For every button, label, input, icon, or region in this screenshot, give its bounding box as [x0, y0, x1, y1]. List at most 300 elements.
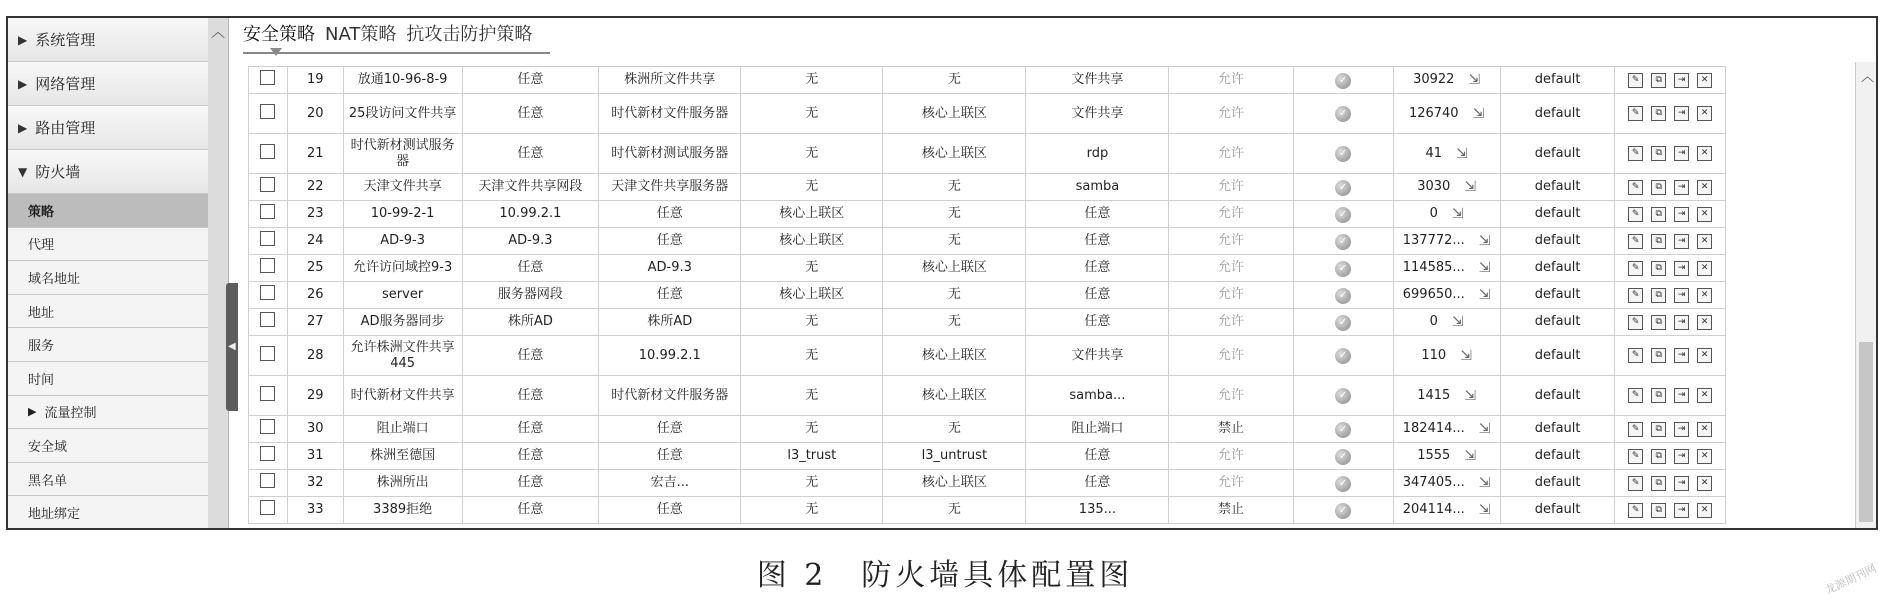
policy-id: 29 — [287, 376, 343, 416]
move-icon[interactable]: ⇥ — [1674, 288, 1689, 303]
service: 任意 — [1026, 201, 1169, 228]
enabled-cell — [1293, 497, 1393, 524]
collapse-sidebar-handle[interactable] — [226, 283, 238, 411]
sidebar-item-2[interactable] — [8, 106, 208, 150]
reset-count-icon[interactable]: ⇲ — [1451, 314, 1464, 330]
delete-icon[interactable]: ✕ — [1697, 348, 1712, 363]
hit-count-wrap — [1397, 388, 1497, 404]
delete-icon[interactable]: ✕ — [1697, 503, 1712, 518]
policy-name: server — [343, 282, 462, 309]
copy-icon[interactable]: ⧉ — [1651, 288, 1666, 303]
profile: default — [1500, 336, 1615, 376]
service: 任意 — [1026, 470, 1169, 497]
copy-icon[interactable]: ⧉ — [1651, 449, 1666, 464]
hit-count: 3030 — [1417, 179, 1451, 194]
edit-icon[interactable]: ✎ — [1628, 388, 1643, 403]
destination-zone: 核心上联区 — [883, 376, 1026, 416]
delete-icon[interactable]: ✕ — [1697, 422, 1712, 437]
profile: default — [1500, 376, 1615, 416]
hit-count: 41 — [1425, 145, 1443, 161]
checkbox-cell — [249, 174, 288, 201]
hit-count: 1555 — [1417, 448, 1451, 463]
enabled-cell — [1293, 201, 1393, 228]
operations — [1618, 476, 1721, 491]
table-row — [249, 228, 1848, 255]
reset-count-icon[interactable]: ⇲ — [1456, 145, 1468, 162]
sidebar-subitem-2[interactable]: 域名地址 — [8, 261, 208, 295]
reset-count-icon[interactable]: ⇲ — [1464, 387, 1477, 404]
edit-icon[interactable]: ✎ — [1628, 315, 1643, 330]
table-row — [249, 174, 1848, 201]
row-checkbox[interactable] — [260, 312, 275, 327]
sidebar-subitem-2-1[interactable]: 黑名单 — [8, 463, 208, 497]
policy-name: 时代新材文件共享 — [343, 376, 462, 416]
policy-name: 放通10-96-8-9 — [343, 67, 462, 94]
operations-cell — [1615, 282, 1725, 309]
copy-icon[interactable]: ⧉ — [1651, 146, 1666, 161]
policy-table-container — [248, 66, 1848, 528]
policy-action: 允许 — [1169, 134, 1293, 174]
hit-count-cell — [1393, 282, 1500, 309]
enabled-cell — [1293, 309, 1393, 336]
sidebar-group-traffic-control[interactable] — [8, 396, 208, 430]
sidebar-item-firewall[interactable] — [8, 150, 208, 194]
profile: default — [1500, 255, 1615, 282]
hit-count-wrap — [1397, 146, 1497, 162]
reset-count-icon[interactable]: ⇲ — [1468, 72, 1481, 88]
delete-icon[interactable]: ✕ — [1697, 261, 1712, 276]
hit-count: 1415 — [1417, 387, 1451, 403]
service: 阻止端口 — [1026, 416, 1169, 443]
destination-address: 时代新材测试服务器 — [599, 134, 741, 174]
scrollbar-thumb[interactable] — [1859, 342, 1873, 522]
source-zone: 无 — [741, 255, 883, 282]
triangle-right-icon: ▶ — [18, 32, 28, 47]
destination-address: 任意 — [599, 497, 741, 524]
row-checkbox[interactable] — [260, 204, 275, 219]
row-checkbox[interactable] — [260, 70, 275, 85]
move-icon[interactable]: ⇥ — [1674, 388, 1689, 403]
delete-icon[interactable]: ✕ — [1697, 234, 1712, 249]
copy-icon[interactable]: ⧉ — [1651, 348, 1666, 363]
sidebar-item-label: 路由管理 — [35, 119, 96, 137]
hit-count-wrap — [1397, 287, 1497, 303]
delete-icon[interactable]: ✕ — [1697, 146, 1712, 161]
tab-anti-attack-policy[interactable]: 抗攻击防护策略 — [406, 24, 533, 45]
service: 文件共享 — [1026, 336, 1169, 376]
policy-name: 允许访问域控9-3 — [343, 255, 462, 282]
hit-count: 699650... — [1402, 287, 1465, 302]
sidebar-subitem-0[interactable]: 策略 — [8, 194, 208, 228]
enabled-check-icon[interactable]: ✓ — [1335, 261, 1351, 277]
move-icon[interactable]: ⇥ — [1674, 146, 1689, 161]
hit-count-cell — [1393, 470, 1500, 497]
source-address: 任意 — [462, 416, 599, 443]
source-address: 任意 — [462, 255, 599, 282]
policy-name: 允许株洲文件共享445 — [343, 336, 462, 376]
policy-id: 21 — [287, 134, 343, 174]
table-row — [249, 201, 1848, 228]
profile: default — [1500, 228, 1615, 255]
delete-icon[interactable]: ✕ — [1697, 180, 1712, 195]
reset-count-icon[interactable]: ⇲ — [1451, 206, 1464, 222]
reset-count-icon[interactable]: ⇲ — [1464, 179, 1477, 195]
table-row — [249, 497, 1848, 524]
table-row — [249, 67, 1848, 94]
scroll-up-icon[interactable]: ︿ — [1861, 70, 1875, 85]
policy-name: 株洲所出 — [343, 470, 462, 497]
operations — [1618, 315, 1721, 330]
destination-zone: 核心上联区 — [883, 255, 1026, 282]
move-icon[interactable]: ⇥ — [1674, 261, 1689, 276]
enabled-check-icon[interactable]: ✓ — [1335, 449, 1351, 465]
operations — [1618, 288, 1721, 303]
vertical-scrollbar[interactable] — [1855, 62, 1876, 530]
hit-count-wrap — [1397, 421, 1497, 437]
sidebar-subitem-3[interactable]: 地址 — [8, 295, 208, 329]
edit-icon[interactable]: ✎ — [1628, 348, 1643, 363]
copy-icon[interactable]: ⧉ — [1651, 503, 1666, 518]
checkbox-cell — [249, 443, 288, 470]
operations — [1618, 422, 1721, 437]
enabled-check-icon[interactable]: ✓ — [1335, 348, 1351, 364]
table-row — [249, 94, 1848, 134]
delete-icon[interactable]: ✕ — [1697, 207, 1712, 222]
checkbox-cell — [249, 94, 288, 134]
row-checkbox[interactable] — [260, 473, 275, 488]
policy-action: 禁止 — [1169, 497, 1293, 524]
operations-cell — [1615, 67, 1725, 94]
hit-count-cell — [1393, 336, 1500, 376]
enabled-cell — [1293, 416, 1393, 443]
sidebar-item-label: 流量控制 — [44, 406, 97, 422]
move-icon[interactable]: ⇥ — [1674, 180, 1689, 195]
hit-count-wrap — [1397, 314, 1497, 330]
figure-caption: 图 2 防火墙具体配置图 — [756, 558, 1134, 593]
row-checkbox[interactable] — [260, 386, 275, 401]
enabled-check-icon[interactable]: ✓ — [1335, 476, 1351, 492]
copy-icon[interactable]: ⧉ — [1651, 261, 1666, 276]
move-icon[interactable]: ⇥ — [1674, 422, 1689, 437]
policy-name: AD服务器同步 — [343, 309, 462, 336]
delete-icon[interactable]: ✕ — [1697, 288, 1712, 303]
operations-cell — [1615, 470, 1725, 497]
sidebar-subitem-1[interactable]: 代理 — [8, 228, 208, 262]
enabled-check-icon[interactable]: ✓ — [1335, 315, 1351, 331]
operations-cell — [1615, 309, 1725, 336]
edit-icon[interactable]: ✎ — [1628, 234, 1643, 249]
copy-icon[interactable]: ⧉ — [1651, 422, 1666, 437]
tab-nat-policy[interactable]: NAT策略 — [325, 24, 397, 45]
sidebar-item-0[interactable] — [8, 18, 208, 62]
operations-cell — [1615, 94, 1725, 134]
policy-id: 23 — [287, 201, 343, 228]
edit-icon[interactable]: ✎ — [1628, 503, 1643, 518]
source-address: 任意 — [462, 497, 599, 524]
move-icon[interactable]: ⇥ — [1674, 315, 1689, 330]
edit-icon[interactable]: ✎ — [1628, 180, 1643, 195]
policy-action: 允许 — [1169, 255, 1293, 282]
sidebar-subitem-2-2[interactable]: 地址绑定 — [8, 496, 208, 530]
reset-count-icon[interactable]: ⇲ — [1464, 448, 1477, 464]
edit-icon[interactable]: ✎ — [1628, 288, 1643, 303]
delete-icon[interactable]: ✕ — [1697, 449, 1712, 464]
destination-address: 时代新材文件服务器 — [599, 376, 741, 416]
service: 任意 — [1026, 255, 1169, 282]
destination-zone: 核心上联区 — [883, 94, 1026, 134]
operations — [1618, 207, 1721, 222]
delete-icon[interactable]: ✕ — [1697, 476, 1712, 491]
operations-cell — [1615, 497, 1725, 524]
enabled-check-icon[interactable]: ✓ — [1335, 106, 1351, 122]
destination-address: 株所AD — [599, 309, 741, 336]
source-zone: 无 — [741, 416, 883, 443]
reset-count-icon[interactable]: ⇲ — [1472, 105, 1485, 122]
row-checkbox[interactable] — [260, 446, 275, 461]
operations — [1618, 73, 1721, 88]
hit-count: 182414... — [1402, 421, 1465, 436]
edit-icon[interactable]: ✎ — [1628, 146, 1643, 161]
move-icon[interactable]: ⇥ — [1674, 106, 1689, 121]
move-icon[interactable]: ⇥ — [1674, 449, 1689, 464]
enabled-cell — [1293, 336, 1393, 376]
table-row — [249, 309, 1848, 336]
hit-count-wrap — [1397, 448, 1497, 464]
profile: default — [1500, 67, 1615, 94]
policy-id: 31 — [287, 443, 343, 470]
checkbox-cell — [249, 376, 288, 416]
sidebar-subitem-4[interactable]: 服务 — [8, 328, 208, 362]
triangle-right-icon: ▶ — [28, 405, 37, 419]
source-zone: 无 — [741, 470, 883, 497]
operations — [1618, 106, 1721, 121]
operations — [1618, 503, 1721, 518]
destination-zone: 无 — [883, 67, 1026, 94]
source-zone: 核心上联区 — [741, 201, 883, 228]
source-address: AD-9.3 — [462, 228, 599, 255]
hit-count: 347405... — [1402, 475, 1465, 490]
hit-count-wrap — [1397, 179, 1497, 195]
hit-count-cell — [1393, 255, 1500, 282]
row-checkbox[interactable] — [260, 177, 275, 192]
row-checkbox[interactable] — [260, 346, 275, 361]
policy-name: 株洲至德国 — [343, 443, 462, 470]
operations — [1618, 261, 1721, 276]
edit-icon[interactable]: ✎ — [1628, 422, 1643, 437]
operations-cell — [1615, 174, 1725, 201]
reset-count-icon[interactable]: ⇲ — [1478, 260, 1491, 276]
edit-icon[interactable]: ✎ — [1628, 106, 1643, 121]
operations-cell — [1615, 255, 1725, 282]
operations-cell — [1615, 201, 1725, 228]
copy-icon[interactable]: ⧉ — [1651, 388, 1666, 403]
row-checkbox[interactable] — [260, 104, 275, 119]
hit-count-wrap — [1397, 106, 1497, 122]
destination-address: AD-9.3 — [599, 255, 741, 282]
enabled-cell — [1293, 94, 1393, 134]
delete-icon[interactable]: ✕ — [1697, 315, 1712, 330]
operations — [1618, 234, 1721, 249]
copy-icon[interactable]: ⧉ — [1651, 234, 1666, 249]
move-icon[interactable]: ⇥ — [1674, 348, 1689, 363]
move-icon[interactable]: ⇥ — [1674, 73, 1689, 88]
source-address: 任意 — [462, 376, 599, 416]
chevron-up-icon[interactable]: ︿ — [211, 25, 225, 41]
checkbox-cell — [249, 309, 288, 336]
operations-cell — [1615, 336, 1725, 376]
profile: default — [1500, 201, 1615, 228]
hit-count-cell — [1393, 497, 1500, 524]
policy-action: 允许 — [1169, 443, 1293, 470]
destination-address: 天津文件共享服务器 — [599, 174, 741, 201]
source-zone: 核心上联区 — [741, 228, 883, 255]
enabled-check-icon[interactable]: ✓ — [1335, 234, 1351, 250]
sidebar-subitem-2-0[interactable]: 安全域 — [8, 429, 208, 463]
destination-address: 任意 — [599, 416, 741, 443]
hit-count: 0 — [1429, 314, 1438, 329]
reset-count-icon[interactable]: ⇲ — [1478, 233, 1491, 249]
delete-icon[interactable]: ✕ — [1697, 388, 1712, 403]
policy-id: 25 — [287, 255, 343, 282]
row-checkbox[interactable] — [260, 419, 275, 434]
profile: default — [1500, 443, 1615, 470]
policy-name: 3389拒绝 — [343, 497, 462, 524]
active-tab-pointer — [270, 48, 282, 56]
source-address: 10.99.2.1 — [462, 201, 599, 228]
policy-name: 10-99-2-1 — [343, 201, 462, 228]
hit-count-cell — [1393, 416, 1500, 443]
edit-icon[interactable]: ✎ — [1628, 207, 1643, 222]
table-row — [249, 376, 1848, 416]
enabled-check-icon[interactable]: ✓ — [1335, 422, 1351, 438]
destination-address: 时代新材文件服务器 — [599, 94, 741, 134]
destination-zone: 核心上联区 — [883, 470, 1026, 497]
source-zone: 无 — [741, 336, 883, 376]
profile: default — [1500, 282, 1615, 309]
copy-icon[interactable]: ⧉ — [1651, 106, 1666, 121]
operations — [1618, 449, 1721, 464]
checkbox-cell — [249, 134, 288, 174]
row-checkbox[interactable] — [260, 258, 275, 273]
triangle-right-icon: ▶ — [18, 76, 28, 91]
policy-action: 允许 — [1169, 376, 1293, 416]
hit-count-wrap — [1397, 348, 1497, 364]
destination-zone: 无 — [883, 416, 1026, 443]
destination-address: 任意 — [599, 201, 741, 228]
table-row — [249, 336, 1848, 376]
destination-address: 宏吉... — [599, 470, 741, 497]
move-icon[interactable]: ⇥ — [1674, 476, 1689, 491]
reset-count-icon[interactable]: ⇲ — [1478, 502, 1491, 518]
edit-icon[interactable]: ✎ — [1628, 449, 1643, 464]
operations-cell — [1615, 443, 1725, 470]
operations-cell — [1615, 228, 1725, 255]
policy-id: 30 — [287, 416, 343, 443]
move-icon[interactable]: ⇥ — [1674, 234, 1689, 249]
profile: default — [1500, 134, 1615, 174]
row-checkbox[interactable] — [260, 144, 275, 159]
edit-icon[interactable]: ✎ — [1628, 476, 1643, 491]
hit-count-wrap — [1397, 260, 1497, 276]
delete-icon[interactable]: ✕ — [1697, 106, 1712, 121]
source-zone: 无 — [741, 309, 883, 336]
copy-icon[interactable]: ⧉ — [1651, 476, 1666, 491]
enabled-check-icon[interactable]: ✓ — [1335, 288, 1351, 304]
row-checkbox[interactable] — [260, 500, 275, 515]
reset-count-icon[interactable]: ⇲ — [1478, 475, 1491, 491]
row-checkbox[interactable] — [260, 231, 275, 246]
reset-count-icon[interactable]: ⇲ — [1460, 347, 1472, 364]
edit-icon[interactable]: ✎ — [1628, 73, 1643, 88]
delete-icon[interactable]: ✕ — [1697, 73, 1712, 88]
triangle-right-icon: ▶ — [18, 120, 28, 135]
policy-action: 允许 — [1169, 282, 1293, 309]
hit-count-cell — [1393, 443, 1500, 470]
sidebar-subitem-5[interactable]: 时间 — [8, 362, 208, 396]
table-row — [249, 134, 1848, 174]
enabled-check-icon[interactable]: ✓ — [1335, 73, 1351, 89]
service: samba... — [1026, 376, 1169, 416]
enabled-cell — [1293, 134, 1393, 174]
checkbox-cell — [249, 67, 288, 94]
enabled-check-icon[interactable]: ✓ — [1335, 503, 1351, 519]
copy-icon[interactable]: ⧉ — [1651, 207, 1666, 222]
source-address: 任意 — [462, 67, 599, 94]
move-icon[interactable]: ⇥ — [1674, 207, 1689, 222]
source-zone: 无 — [741, 134, 883, 174]
operations — [1618, 146, 1721, 161]
enabled-check-icon[interactable]: ✓ — [1335, 207, 1351, 223]
enabled-check-icon[interactable]: ✓ — [1335, 146, 1351, 162]
edit-icon[interactable]: ✎ — [1628, 261, 1643, 276]
policy-name: 时代新材测试服务器 — [343, 134, 462, 174]
copy-icon[interactable]: ⧉ — [1651, 315, 1666, 330]
table-row — [249, 470, 1848, 497]
copy-icon[interactable]: ⧉ — [1651, 180, 1666, 195]
chevron-left-icon: ◀ — [228, 341, 236, 352]
copy-icon[interactable]: ⧉ — [1651, 73, 1666, 88]
reset-count-icon[interactable]: ⇲ — [1478, 421, 1491, 437]
operations-cell — [1615, 376, 1725, 416]
destination-address: 任意 — [599, 443, 741, 470]
source-address: 任意 — [462, 94, 599, 134]
policy-name: AD-9-3 — [343, 228, 462, 255]
service: 任意 — [1026, 309, 1169, 336]
source-address: 任意 — [462, 336, 599, 376]
enabled-check-icon[interactable]: ✓ — [1335, 388, 1351, 404]
source-zone: 无 — [741, 94, 883, 134]
operations-cell — [1615, 134, 1725, 174]
policy-name: 天津文件共享 — [343, 174, 462, 201]
source-zone: 无 — [741, 497, 883, 524]
enabled-check-icon[interactable]: ✓ — [1335, 180, 1351, 196]
destination-address: 株洲所文件共享 — [599, 67, 741, 94]
profile: default — [1500, 94, 1615, 134]
sidebar-item-1[interactable] — [8, 62, 208, 106]
destination-address: 10.99.2.1 — [599, 336, 741, 376]
watermark: 龙源期刊网 — [1823, 561, 1879, 597]
table-row — [249, 282, 1848, 309]
move-icon[interactable]: ⇥ — [1674, 503, 1689, 518]
sidebar-splitter[interactable] — [208, 18, 229, 528]
row-checkbox[interactable] — [260, 285, 275, 300]
destination-zone: 核心上联区 — [883, 134, 1026, 174]
tab-security-policy[interactable]: 安全策略 — [243, 24, 315, 45]
hit-count: 114585... — [1402, 260, 1465, 275]
hit-count-wrap — [1397, 72, 1497, 88]
reset-count-icon[interactable]: ⇲ — [1478, 287, 1491, 303]
enabled-cell — [1293, 174, 1393, 201]
